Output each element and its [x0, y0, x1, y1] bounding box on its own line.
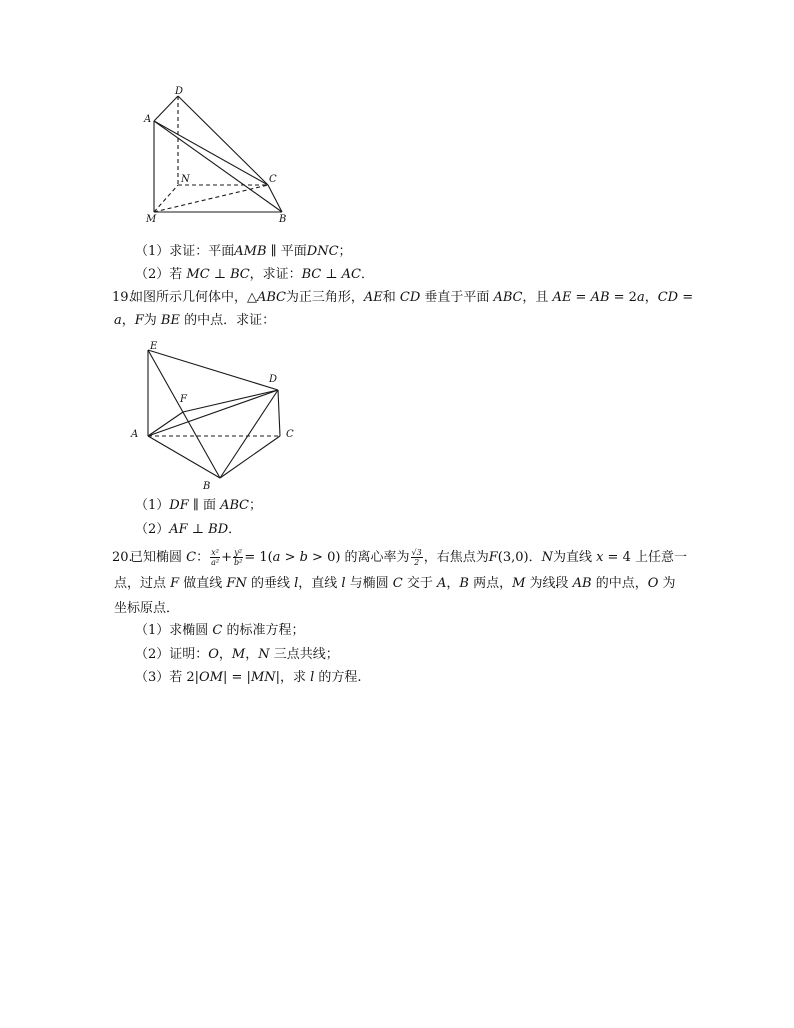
vertex-label-A: A	[131, 429, 139, 440]
edge-MC	[154, 185, 268, 212]
vertex-label-B: B	[279, 214, 287, 225]
eccentricity-fraction	[411, 548, 423, 567]
vertex-label-E: E	[150, 341, 158, 352]
figure-1-solid	[140, 85, 300, 230]
q19-line-1: 如图所示几何体中，△𝐴𝐵𝐶为正三角形，𝐴𝐸和 𝐶𝐷 垂直于平面 𝐴𝐵𝐶，且 𝐴𝐸 = 𝐴𝐵 = 2𝑎，𝐶𝐷 =	[130, 290, 694, 305]
q20-number: 20.	[112, 550, 133, 565]
vertex-label-C: C	[286, 429, 294, 440]
q20-line-1-prefix: 已知椭圆 𝐶：	[130, 550, 210, 565]
vertex-label-D: D	[175, 86, 184, 97]
q20-line-3: 坐标原点．	[114, 601, 180, 616]
vertex-label-D: D	[269, 374, 278, 385]
eccentricity-numerator: √3	[411, 548, 422, 557]
fraction-y-denominator: b²	[233, 558, 243, 567]
edge-DC	[178, 96, 268, 185]
fraction-y-numerator: y²	[234, 548, 243, 557]
q20-line-1-middle: = 1(𝑎 > 𝑏 > 0) 的离心率为	[244, 550, 410, 565]
edge-AC	[154, 121, 268, 185]
edge-BD	[220, 390, 278, 478]
edge-AB	[148, 436, 220, 478]
vertex-label-F: F	[180, 394, 187, 405]
q18-part-1: （1）求证：平面𝐴𝑀𝐵 ∥ 平面𝐷𝑁𝐶；	[135, 244, 352, 259]
q19-line-2: 𝑎，𝐹为 𝐵𝐸 的中点．求证：	[114, 313, 276, 328]
edge-CB	[268, 185, 282, 212]
fraction-x-numerator: x²	[211, 548, 219, 557]
figure-2-solid	[128, 340, 308, 490]
edge-FD	[183, 390, 278, 412]
fraction-x-denominator: a²	[211, 558, 220, 567]
vertex-label-C: C	[269, 174, 277, 185]
ellipse-fraction-y	[233, 548, 243, 567]
q19-part-2: （2）𝐴𝐹 ⊥ 𝐵𝐷．	[135, 522, 242, 537]
edge-MN	[154, 185, 178, 212]
vertex-label-A: A	[144, 114, 152, 125]
edge-AD	[148, 390, 278, 436]
edge-AB	[154, 121, 282, 212]
ellipse-fraction-x	[210, 548, 220, 567]
eccentricity-denominator: 2	[414, 558, 420, 567]
vertex-label-B: B	[203, 481, 211, 492]
q19-part-1: （1）𝐷𝐹 ∥ 面 𝐴𝐵𝐶；	[135, 498, 263, 513]
q19-number: 19.	[112, 290, 133, 305]
q20-line-1-suffix: ，右焦点为𝐹(3,0)．𝑁为直线 𝑥 = 4 上任意一	[423, 550, 687, 565]
edge-FA	[148, 412, 183, 436]
q20-part-2: （2）证明：𝑂，𝑀，𝑁 三点共线；	[135, 647, 339, 662]
q20-part-1: （1）求椭圆 𝐶 的标准方程；	[135, 623, 305, 638]
edge-DC	[278, 390, 280, 436]
edge-AD	[154, 96, 178, 121]
plus-sign: +	[221, 550, 232, 565]
q20-part-3: （3）若 2|𝑂𝑀| = |𝑀𝑁|，求 𝑙 的方程.	[135, 670, 362, 685]
vertex-label-M: M	[146, 214, 157, 225]
edge-BC	[220, 436, 280, 478]
q20-line-1	[130, 548, 687, 567]
vertex-label-N: N	[181, 174, 190, 185]
q20-line-2: 点，过点 𝐹 做直线 𝐹𝑁 的垂线 𝑙，直线 𝑙 与椭圆 𝐶 交于 𝐴，𝐵 两点，𝑀 为线段 𝐴𝐵 的中点，𝑂 为	[114, 576, 676, 591]
q18-part-2: （2）若 𝑀𝐶 ⊥ 𝐵𝐶，求证：𝐵𝐶 ⊥ 𝐴𝐶．	[135, 267, 374, 282]
